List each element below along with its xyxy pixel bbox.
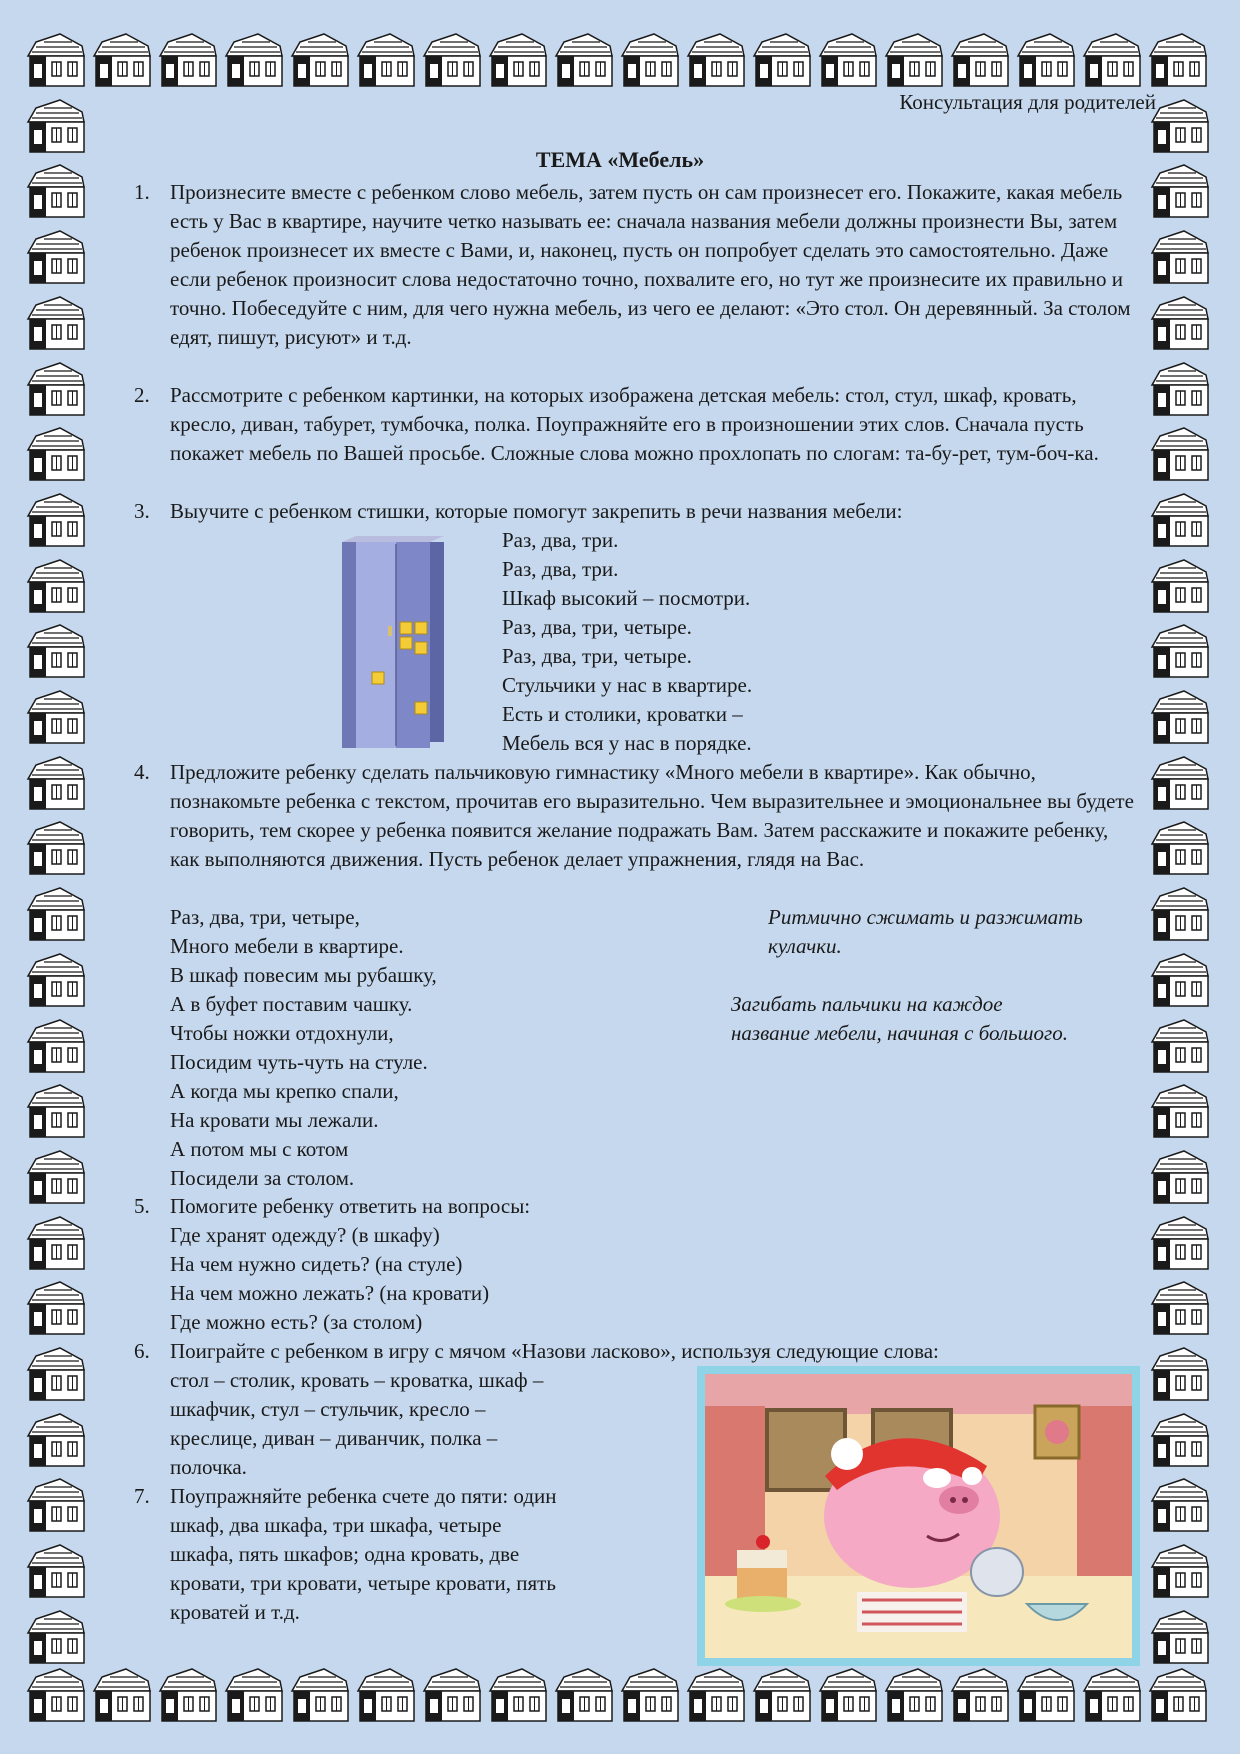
house-icon (1148, 1410, 1212, 1470)
poem-line: А когда мы крепко спали, (170, 1079, 399, 1103)
item-line: стол – столик, кровать – кроватка, шкаф – (170, 1368, 544, 1392)
house-icon (24, 1213, 88, 1273)
list-item-3 (134, 497, 1136, 526)
house-icon (618, 1665, 682, 1725)
house-icon (1148, 1344, 1212, 1404)
poem-line: Раз, два, три. (502, 557, 619, 581)
house-icon (1148, 1607, 1212, 1667)
item-line: кровати, три кровати, четыре кровати, пять (170, 1571, 556, 1595)
house-icon (1148, 1475, 1212, 1535)
house-icon (1148, 1541, 1212, 1601)
note-line: Загибать пальчики на каждое (731, 992, 1003, 1016)
house-icon (684, 30, 748, 90)
house-icon (1080, 30, 1144, 90)
house-icon (1148, 359, 1212, 419)
item-number: 2. (134, 383, 150, 407)
house-icon (1080, 1665, 1144, 1725)
item-line: полочка. (170, 1455, 247, 1479)
item-line: Поупражняйте ребенка счете до пяти: один (170, 1484, 557, 1508)
house-icon (1014, 30, 1078, 90)
house-icon (24, 884, 88, 944)
house-icon (24, 1081, 88, 1141)
house-icon (1148, 818, 1212, 878)
poem-line: Раз, два, три, четыре. (502, 644, 692, 668)
house-icon (24, 1475, 88, 1535)
house-icon (882, 1665, 946, 1725)
poem-line: А потом мы с котом (170, 1137, 349, 1161)
house-icon (156, 1665, 220, 1725)
house-icon (1148, 227, 1212, 287)
house-icon (90, 30, 154, 90)
house-icon (24, 1665, 88, 1725)
note-line: название мебели, начиная с большого. (731, 1021, 1068, 1045)
note-line: кулачки. (768, 934, 842, 958)
house-icon (750, 30, 814, 90)
item-line: шкафчик, стул – стульчик, кресло – (170, 1397, 486, 1421)
wardrobe-image (342, 536, 444, 748)
house-icon (24, 1410, 88, 1470)
item-number: 7. (134, 1484, 150, 1508)
house-icon (1148, 293, 1212, 353)
item-line: шкафа, пять шкафов; одна кровать, две (170, 1542, 520, 1566)
house-icon (24, 30, 88, 90)
house-icon (24, 1541, 88, 1601)
poem-line: Мебель вся у нас в порядке. (502, 731, 752, 755)
poem-line: Посидели за столом. (170, 1166, 355, 1190)
item-number: 5. (134, 1194, 150, 1218)
instruction-note-1 (768, 903, 1083, 961)
poem-line: На кровати мы лежали. (170, 1108, 379, 1132)
house-icon (948, 1665, 1012, 1725)
house-icon (24, 359, 88, 419)
house-icon (750, 1665, 814, 1725)
item-line: шкаф, два шкафа, три шкафа, четыре (170, 1513, 502, 1537)
item-number: 6. (134, 1339, 150, 1363)
house-icon (552, 1665, 616, 1725)
item-line: Где хранят одежду? (в шкафу) (170, 1223, 440, 1247)
house-icon (354, 1665, 418, 1725)
poem-line: Раз, два, три, четыре. (502, 615, 692, 639)
house-icon (1148, 1213, 1212, 1273)
house-icon (816, 30, 880, 90)
house-icon (24, 753, 88, 813)
poem-line: Стульчики у нас в квартире. (502, 673, 753, 697)
item-text: Предложите ребенку сделать пальчиковую гимнастику «Много мебели в квартире». Как обычно, познакомьте ребенка с текстом, прочитав его выразительно. Чем выразительнее и эмоциональнее вы будете говорить, тем скорее у ребенка появится желание подражать Вам. Затем расскажите и покажите ребенку, как выполняются движения. Пусть ребенок делает упражнения, глядя на Вас. (170, 760, 1134, 871)
poem-line: Раз, два, три, четыре, (170, 905, 360, 929)
house-icon (1148, 1081, 1212, 1141)
house-icon (156, 30, 220, 90)
note-line: Ритмично сжимать и разжимать (768, 905, 1083, 929)
list-item-1 (134, 178, 1136, 352)
house-icon (288, 1665, 352, 1725)
item-line: креслице, диван – диванчик, полка – (170, 1426, 498, 1450)
poem-line: Шкаф высокий – посмотри. (502, 586, 751, 610)
house-icon (684, 1665, 748, 1725)
house-icon (486, 30, 550, 90)
list-item-5 (134, 1192, 1136, 1337)
instruction-note-2 (731, 990, 1068, 1048)
house-icon (90, 1665, 154, 1725)
poem-line: Много мебели в квартире. (170, 934, 404, 958)
list-item-4 (134, 758, 1136, 874)
house-icon (24, 556, 88, 616)
house-icon (1148, 556, 1212, 616)
item-line: Поиграйте с ребенком в игру с мячом «Назови ласково», используя следующие слова: (170, 1339, 939, 1363)
item-number: 4. (134, 760, 150, 784)
item-line: На чем нужно сидеть? (на стуле) (170, 1252, 463, 1276)
item-text: Произнесите вместе с ребенком слово мебель, затем пусть он сам произнесет его. Покажите, какая мебель есть у Вас в квартире, научите четко называть ее: сначала названия мебели должны произнести Вы, затем ребенок произнесет их вместе с Вами, и, наконец, пусть он попробует сделать это самостоятельно. Даже если ребенок произносит слова недостаточно точно, похвалите его, но тут же произнесите их правильно и точно. Побеседуйте с ним, для чего нужна мебель, из чего ее делают: «Это стол. Он деревянный. За столом едят, пишут, рисуют» и т.д. (170, 180, 1131, 349)
house-icon (288, 30, 352, 90)
house-icon (24, 227, 88, 287)
house-icon (222, 30, 286, 90)
house-icon (24, 818, 88, 878)
item-text: Рассмотрите с ребенком картинки, на которых изображена детская мебель: стол, стул, шкаф, кровать, кресло, диван, табурет, тумбочка, полка. Поупражняйте его в произношении этих слов. Сначала пусть покажет мебель по Вашей просьбе. Сложные слова можно прохлопать по слогам: та-бу-рет, тум-боч-ка. (170, 383, 1099, 465)
house-icon (1148, 884, 1212, 944)
poem-line: А в буфет поставим чашку. (170, 992, 413, 1016)
poem-line: Раз, два, три. (502, 528, 619, 552)
house-icon (1148, 424, 1212, 484)
page-title: ТЕМА «Мебель» (535, 147, 705, 172)
house-icon (24, 687, 88, 747)
item-line: Где можно есть? (за столом) (170, 1310, 423, 1334)
house-icon (24, 1016, 88, 1076)
house-icon (1148, 490, 1212, 550)
house-icon (24, 1344, 88, 1404)
house-icon (486, 1665, 550, 1725)
poem-line: Чтобы ножки отдохнули, (170, 1021, 394, 1045)
item-line: На чем можно лежать? (на кровати) (170, 1281, 490, 1305)
poem-furniture (502, 526, 752, 758)
list-item-2 (134, 381, 1136, 468)
item-number: 1. (134, 180, 150, 204)
house-icon (1014, 1665, 1078, 1725)
item-line: Помогите ребенку ответить на вопросы: (170, 1194, 531, 1218)
house-icon (1148, 687, 1212, 747)
house-icon (1146, 1665, 1210, 1725)
house-icon (816, 1665, 880, 1725)
house-icon (222, 1665, 286, 1725)
house-icon (552, 30, 616, 90)
house-icon (1148, 753, 1212, 813)
cartoon-pig-image (697, 1366, 1140, 1666)
poem-line: В шкаф повесим мы рубашку, (170, 963, 437, 987)
house-icon (24, 950, 88, 1010)
house-icon (24, 293, 88, 353)
house-icon (1148, 1147, 1212, 1207)
house-icon (354, 30, 418, 90)
house-icon (1148, 1278, 1212, 1338)
house-icon (24, 1147, 88, 1207)
house-icon (1148, 950, 1212, 1010)
house-icon (618, 30, 682, 90)
house-icon (24, 424, 88, 484)
house-icon (24, 1278, 88, 1338)
house-icon (1148, 621, 1212, 681)
house-icon (948, 30, 1012, 90)
house-icon (24, 1607, 88, 1667)
house-icon (420, 30, 484, 90)
poem-line: Посидим чуть-чуть на стуле. (170, 1050, 428, 1074)
item-text: Выучите с ребенком стишки, которые помогут закрепить в речи названия мебели: (170, 499, 903, 523)
house-icon (24, 621, 88, 681)
item-number: 3. (134, 499, 150, 523)
poem-line: Есть и столики, кроватки – (502, 702, 743, 726)
poem-finger-gymnastics (170, 903, 437, 1193)
house-icon (24, 490, 88, 550)
house-icon (1146, 30, 1210, 90)
house-icon (420, 1665, 484, 1725)
house-icon (882, 30, 946, 90)
header-note: Консультация для родителей (899, 90, 1156, 114)
item-line: кроватей и т.д. (170, 1600, 300, 1624)
house-icon (1148, 1016, 1212, 1076)
